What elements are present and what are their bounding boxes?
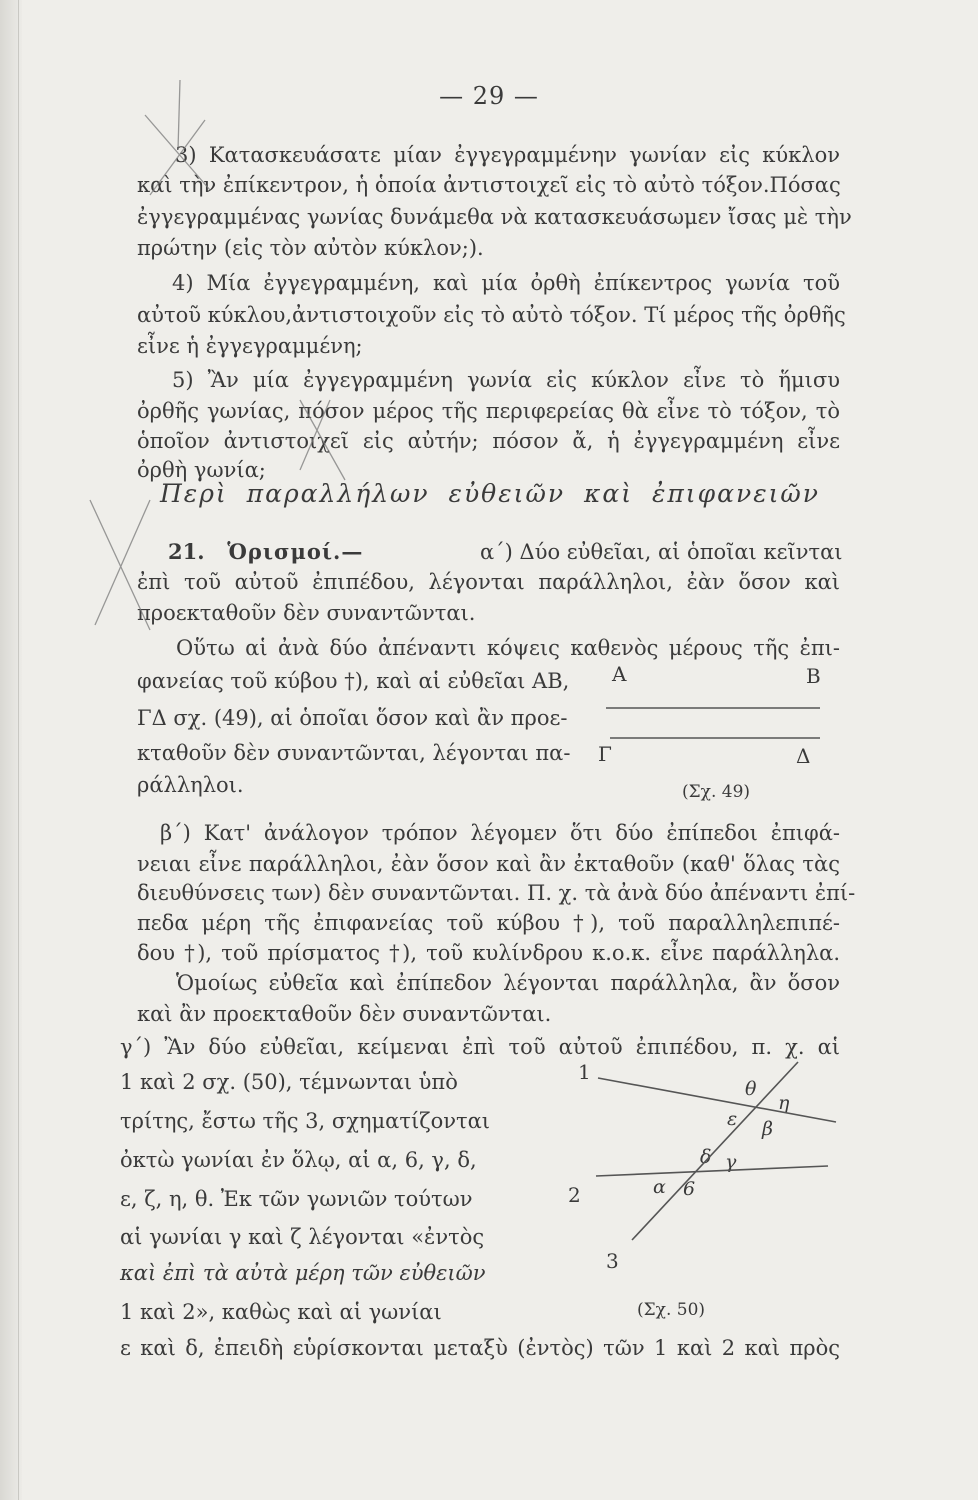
def-c-line-9: ε καὶ δ, ἐπειδὴ εὑρίσκονται μεταξὺ (ἐντὸς) τῶν 1 καὶ 2 καὶ πρὸς: [120, 1336, 840, 1360]
def-c-line-7: καὶ ἐπὶ τὰ αὐτὰ μέρη τῶν εὐθειῶν: [120, 1261, 486, 1285]
fig50-angle-beta: β: [762, 1118, 773, 1140]
fig49-label-a: Α: [612, 662, 627, 686]
fig50-angle-alpha: α: [653, 1176, 666, 1198]
fig50-label-3: 3: [606, 1249, 619, 1273]
def-c-line-1: γ΄) Ἂν δύο εὐθεῖαι, κείμεναι ἐπὶ τοῦ αὐτοῦ ἐπιπέδου, π. χ. αἱ: [120, 1035, 840, 1059]
def-a-line-8: ράλληλοι.: [137, 773, 244, 797]
exercise-3-line-4: πρώτην (εἰς τὸν αὐτὸν κύκλον;).: [137, 236, 484, 260]
fig50-angle-six: 6: [683, 1178, 696, 1200]
exercise-5-line-2: ὀρθῆς γωνίας, πόσον μέρος τῆς περιφερείας θὰ εἶνε τὸ τόξον, τὸ: [137, 399, 840, 423]
def-c-line-6: αἱ γωνίαι γ καὶ ζ λέγονται «ἐντὸς: [120, 1225, 485, 1249]
def-c-line-5: ε, ζ, η, θ. Ἐκ τῶν γωνιῶν τούτων: [120, 1187, 473, 1211]
exercise-3-line-3: ἐγγεγραμμένας γωνίας δυνάμεθα νὰ κατασκευάσωμεν ἴσας μὲ τὴν: [137, 205, 852, 229]
def-a-line-5: φανείας τοῦ κύβου †), καὶ αἱ εὐθεῖαι ΑΒ,: [137, 669, 570, 693]
exercise-5-line-1: 5) Ἂν μία ἐγγεγραμμένη γωνία εἰς κύκλον εἶνε τὸ ἥμισυ: [172, 368, 840, 392]
def-b-line-7: καὶ ἂν προεκταθοῦν δὲν συναντῶνται.: [137, 1002, 552, 1026]
fig50-label-2: 2: [568, 1183, 581, 1207]
exercise-4-line-2: αὐτοῦ κύκλου,ἀντιστοιχοῦν εἰς τὸ αὐτὸ τόξον. Τί μέρος τῆς ὀρθῆς: [137, 303, 846, 327]
definitions-title: Ὁρισμοί.—: [227, 539, 364, 564]
fig50-angle-theta: θ: [745, 1078, 757, 1100]
def-b-line-3: διευθύνσεις των) δὲν συναντῶνται. Π. χ. τὰ ἀνὰ δύο ἀπέναντι ἐπί-: [137, 881, 856, 905]
exercise-3-line-1: 3) Κατασκευάσατε μίαν ἐγγεγραμμένην γωνίαν εἰς κύκλον: [175, 143, 840, 167]
fig49-label-b: Β: [806, 664, 821, 688]
def-a-line-4: Οὕτω αἱ ἀνὰ δύο ἀπέναντι κόψεις καθενὸς μέρους τῆς ἐπι-: [176, 636, 840, 660]
def-b-line-4: πεδα μέρη τῆς ἐπιφανείας τοῦ κύβου †), τοῦ παραλληλεπιπέ-: [137, 911, 840, 935]
def-c-line-3: τρίτης, ἔστω τῆς 3, σχηματίζονται: [120, 1109, 491, 1133]
fig50-line-2: [596, 1166, 828, 1176]
def-a-line-6: ΓΔ σχ. (49), αἱ ὁποῖαι ὅσον καὶ ἂν προε-: [137, 706, 568, 730]
fig49-caption: (Σχ. 49): [682, 782, 751, 802]
page-number: — 29 —: [439, 82, 539, 110]
def-c-line-2: 1 καὶ 2 σχ. (50), τέμνωνται ὑπὸ: [120, 1070, 458, 1094]
fig50-caption: (Σχ. 50): [637, 1300, 706, 1320]
fig50-label-1: 1: [578, 1060, 591, 1084]
exercise-5-line-4: ὀρθὴ γωνία;: [137, 458, 266, 482]
def-b-line-5: δου †), τοῦ πρίσματος †), τοῦ κυλίνδρου κ.ο.κ. εἶνε παράλληλα.: [137, 941, 840, 965]
exercise-3-line-2: καὶ τὴν ἐπίκεντρον, ἡ ὁποία ἀντιστοιχεῖ εἰς τὸ αὐτὸ τόξον.Πόσας: [137, 173, 841, 197]
page-fold-line: [18, 0, 19, 1500]
def-a-line-1: α΄) Δύο εὐθεῖαι, αἱ ὁποῖαι κεῖνται: [480, 540, 843, 564]
fig50-angle-gamma: γ: [725, 1151, 737, 1173]
section-heading: Περὶ παραλλήλων εὐθειῶν καὶ ἐπιφανειῶν: [160, 479, 820, 508]
fig49-label-g: Γ: [598, 742, 612, 766]
fig50-angle-delta: δ: [700, 1146, 712, 1168]
fig50-line-3: [632, 1062, 798, 1240]
def-a-line-3: προεκταθοῦν δὲν συναντῶνται.: [137, 601, 476, 625]
exercise-5-line-3: ὁποῖον ἀντιστοιχεῖ εἰς αὐτήν; πόσον ἄ, ἡ ἐγγεγραμμένη εἶνε: [137, 429, 840, 453]
section-number: 21.: [168, 539, 205, 564]
def-c-line-4: ὀκτὼ γωνίαι ἐν ὅλῳ, αἱ α, 6, γ, δ,: [120, 1148, 477, 1172]
def-b-line-2: νειαι εἶνε παράλληλοι, ἐὰν ὅσον καὶ ἂν ἐκταθοῦν (καθ' ὅλας τὰς: [137, 852, 840, 876]
def-a-line-7: κταθοῦν δὲν συναντῶνται, λέγονται πα-: [137, 741, 571, 765]
def-b-line-6: Ὁμοίως εὐθεῖα καὶ ἐπίπεδον λέγονται παράλληλα, ἂν ὅσον: [176, 971, 840, 995]
fig50-line-1: [598, 1078, 836, 1122]
def-a-line-2: ἐπὶ τοῦ αὐτοῦ ἐπιπέδου, λέγονται παράλληλοι, ἐὰν ὅσον καὶ: [137, 570, 840, 594]
definitions-heading: [168, 537, 363, 567]
def-b-line-1: β΄) Κατ' ἀνάλογον τρόπον λέγομεν ὅτι δύο ἐπίπεδοι ἐπιφά-: [160, 821, 840, 845]
fig49-label-d: Δ: [796, 744, 811, 768]
def-c-line-8: 1 καὶ 2», καθὼς καὶ αἱ γωνίαι: [120, 1300, 442, 1324]
exercise-4-line-1: 4) Μία ἐγγεγραμμένη, καὶ μία ὀρθὴ ἐπίκεντρος γωνία τοῦ: [172, 271, 840, 295]
fig50-angle-epsilon: ε: [727, 1108, 738, 1130]
fig50-angle-eta: η: [778, 1092, 790, 1114]
exercise-4-line-3: εἶνε ἡ ἐγγεγραμμένη;: [137, 334, 363, 358]
